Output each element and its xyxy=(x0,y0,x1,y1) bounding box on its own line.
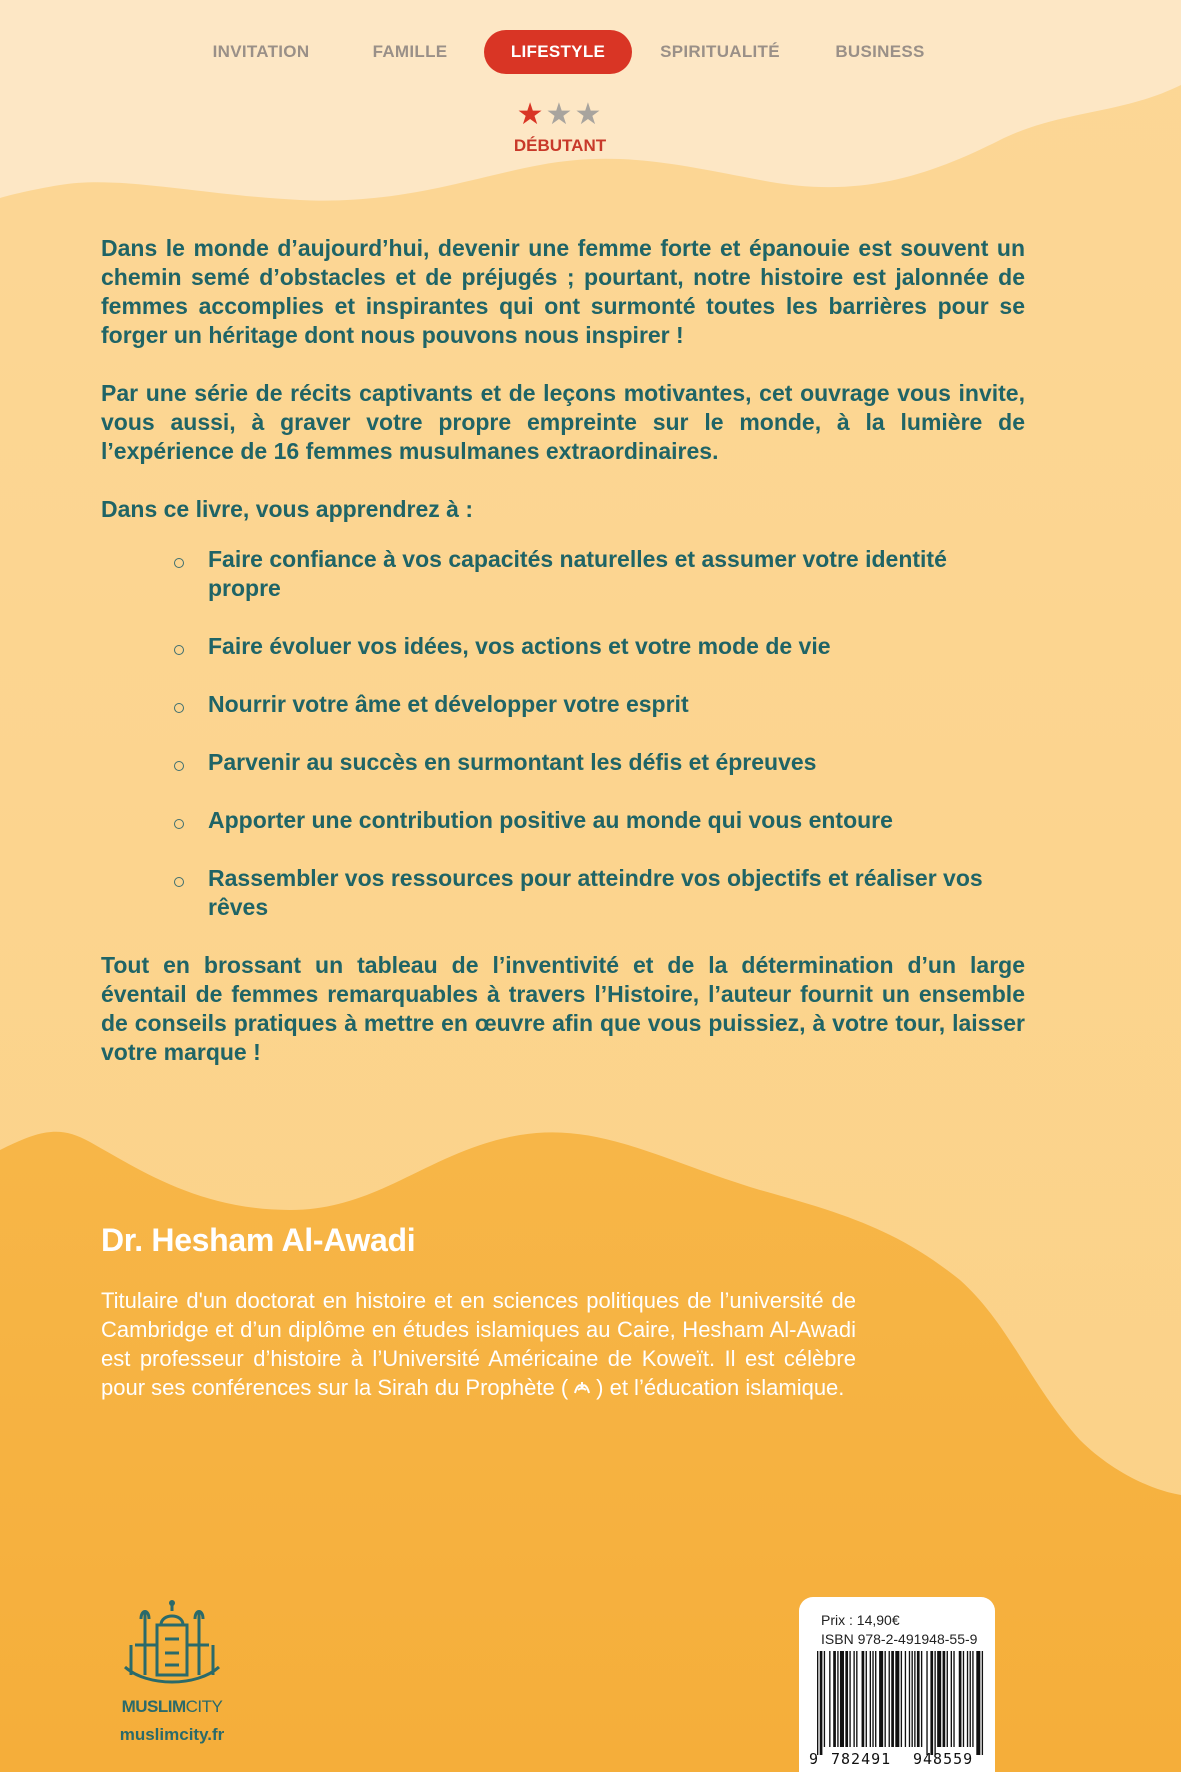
list-item: Apporter une contribution positive au monde qui vous entoure xyxy=(101,806,1025,835)
barcode-bar xyxy=(866,1651,867,1747)
list-intro: Dans ce livre, vous apprendrez à : xyxy=(101,496,473,522)
barcode-bar xyxy=(870,1651,871,1747)
city-skyline-icon xyxy=(117,1595,227,1695)
list-item: Faire évoluer vos idées, vos actions et votre mode de vie xyxy=(101,632,1025,661)
barcode-bar xyxy=(953,1651,954,1747)
category-nav xyxy=(0,30,1181,74)
barcode-bar xyxy=(872,1651,873,1747)
barcode-bar xyxy=(837,1651,838,1747)
list-item: Nourrir votre âme et développer votre esprit xyxy=(101,690,1025,719)
barcode-bar xyxy=(849,1651,850,1747)
barcode-bar xyxy=(930,1651,933,1755)
barcode-bar xyxy=(921,1651,922,1747)
publisher-logo xyxy=(112,1595,232,1745)
learning-list xyxy=(101,545,1025,922)
barcode-bar xyxy=(970,1651,971,1747)
category-invitation[interactable]: INVITATION xyxy=(212,42,310,61)
barcode-box xyxy=(799,1597,995,1772)
barcode-digits-group-2: 948559 xyxy=(913,1750,974,1768)
price-label: Prix : 14,90€ xyxy=(821,1612,900,1628)
category-lifestyle-active[interactable]: LIFESTYLE xyxy=(484,30,632,74)
list-item: Rassembler vos ressources pour atteindre vos objectifs et réaliser vos rêves xyxy=(101,864,1025,922)
barcode-bar xyxy=(895,1651,899,1747)
barcode-bar xyxy=(840,1651,844,1747)
description-paragraph-3: Tout en brossant un tableau de l’inventivité et de la détermination d’un large éventail de femmes remarquables à travers l’Histoire, l’auteur fournit un ensemble de conseils pratiques à mettre en œuvre afin que vous puissiez, à votre tour, laisser votre marque ! xyxy=(101,952,1025,1065)
barcode-bar xyxy=(967,1651,968,1747)
barcode-bar xyxy=(885,1651,886,1747)
level-indicator xyxy=(480,100,640,156)
barcode-bar xyxy=(972,1651,973,1747)
barcode-bar xyxy=(905,1651,906,1747)
list-item: Parvenir au succès en surmontant les défis et épreuves xyxy=(101,748,1025,777)
author-bio-text-end: ) et l’éducation islamique. xyxy=(596,1375,845,1400)
isbn-label: ISBN 978-2-491948-55-9 xyxy=(821,1631,978,1647)
barcode-bar xyxy=(862,1651,865,1747)
barcode-bar xyxy=(947,1651,948,1747)
barcode-bar xyxy=(926,1651,927,1755)
category-spiritualite[interactable]: SPIRITUALITÉ xyxy=(660,42,780,61)
book-description xyxy=(101,234,1025,1096)
barcode-bar xyxy=(901,1651,902,1747)
category-famille[interactable]: FAMILLE xyxy=(372,42,448,61)
barcode-digits-group-1: 782491 xyxy=(831,1750,892,1768)
star-empty-icon: ★ xyxy=(574,98,604,131)
barcode-bar xyxy=(976,1651,980,1755)
barcode-bar xyxy=(959,1651,962,1747)
star-filled-icon: ★ xyxy=(516,98,546,131)
barcode-bar xyxy=(914,1651,915,1747)
barcode-bar xyxy=(909,1651,910,1747)
author-bio xyxy=(101,1286,856,1404)
category-business[interactable]: BUSINESS xyxy=(835,42,925,61)
star-empty-icon: ★ xyxy=(545,98,575,131)
barcode-bar xyxy=(829,1651,830,1747)
level-label: DÉBUTANT xyxy=(513,136,607,155)
barcode-bar xyxy=(982,1651,983,1755)
barcode-bar xyxy=(951,1651,952,1747)
rating-stars xyxy=(480,100,640,130)
barcode-bar xyxy=(912,1651,913,1747)
publisher-name-part2: CITY xyxy=(185,1697,223,1716)
barcode-digit-first: 9 xyxy=(809,1750,819,1768)
description-paragraph-2: Par une série de récits captivants et de leçons motivantes, cet ouvrage vous invite, vous aussi, à graver votre propre empreinte sur le monde, à la lumière de l’expérience de 16 femmes musulmanes extraordinaires. xyxy=(101,380,1025,464)
barcode-bar xyxy=(934,1651,935,1755)
barcode-bar xyxy=(889,1651,890,1747)
publisher-url: muslimcity.fr xyxy=(119,1725,225,1744)
barcode-bar xyxy=(943,1651,946,1747)
calligraphy-salutation-icon xyxy=(572,1375,592,1404)
barcode-bar xyxy=(879,1651,883,1747)
publisher-name xyxy=(112,1697,232,1717)
barcode-image xyxy=(813,1651,987,1761)
barcode-bar xyxy=(853,1651,854,1747)
barcode-bar xyxy=(817,1651,818,1755)
barcode-bar xyxy=(875,1651,876,1747)
barcode-bar xyxy=(845,1651,848,1747)
publisher-name-part1: MUSLIM xyxy=(121,1697,186,1716)
description-paragraph-1: Dans le monde d’aujourd’hui, devenir une femme forte et épanouie est souvent un chemin semé d’obstacles et de préjugés ; pourtant, notre histoire est jalonnée de femmes accomplies et inspirantes qui ont surmonté toutes les barrières pour se forger un héritage dont nous pouvons nous inspirer ! xyxy=(101,235,1025,348)
barcode-bar xyxy=(963,1651,964,1747)
barcode-bar xyxy=(820,1651,823,1755)
barcode-bar xyxy=(856,1651,857,1747)
barcode-bar xyxy=(833,1651,836,1747)
author-bio-text: Titulaire d'un doctorat en histoire et en sciences politiques de l’université de Cambridge et d’un diplôme en études islamiques au Caire, Hesham Al-Awadi est professeur d’histoire à l’Université Américaine de Koweït. Il est célèbre pour ses conférences sur la Sirah du Prophète ( xyxy=(101,1288,856,1400)
author-name: Dr. Hesham Al-Awadi xyxy=(101,1222,416,1258)
list-item: Faire confiance à vos capacités naturelles et assumer votre identité propre xyxy=(101,545,1025,603)
barcode-bar xyxy=(937,1651,941,1747)
barcode-bar xyxy=(824,1651,825,1747)
barcode-bar xyxy=(917,1651,920,1747)
barcode-bar xyxy=(891,1651,894,1747)
